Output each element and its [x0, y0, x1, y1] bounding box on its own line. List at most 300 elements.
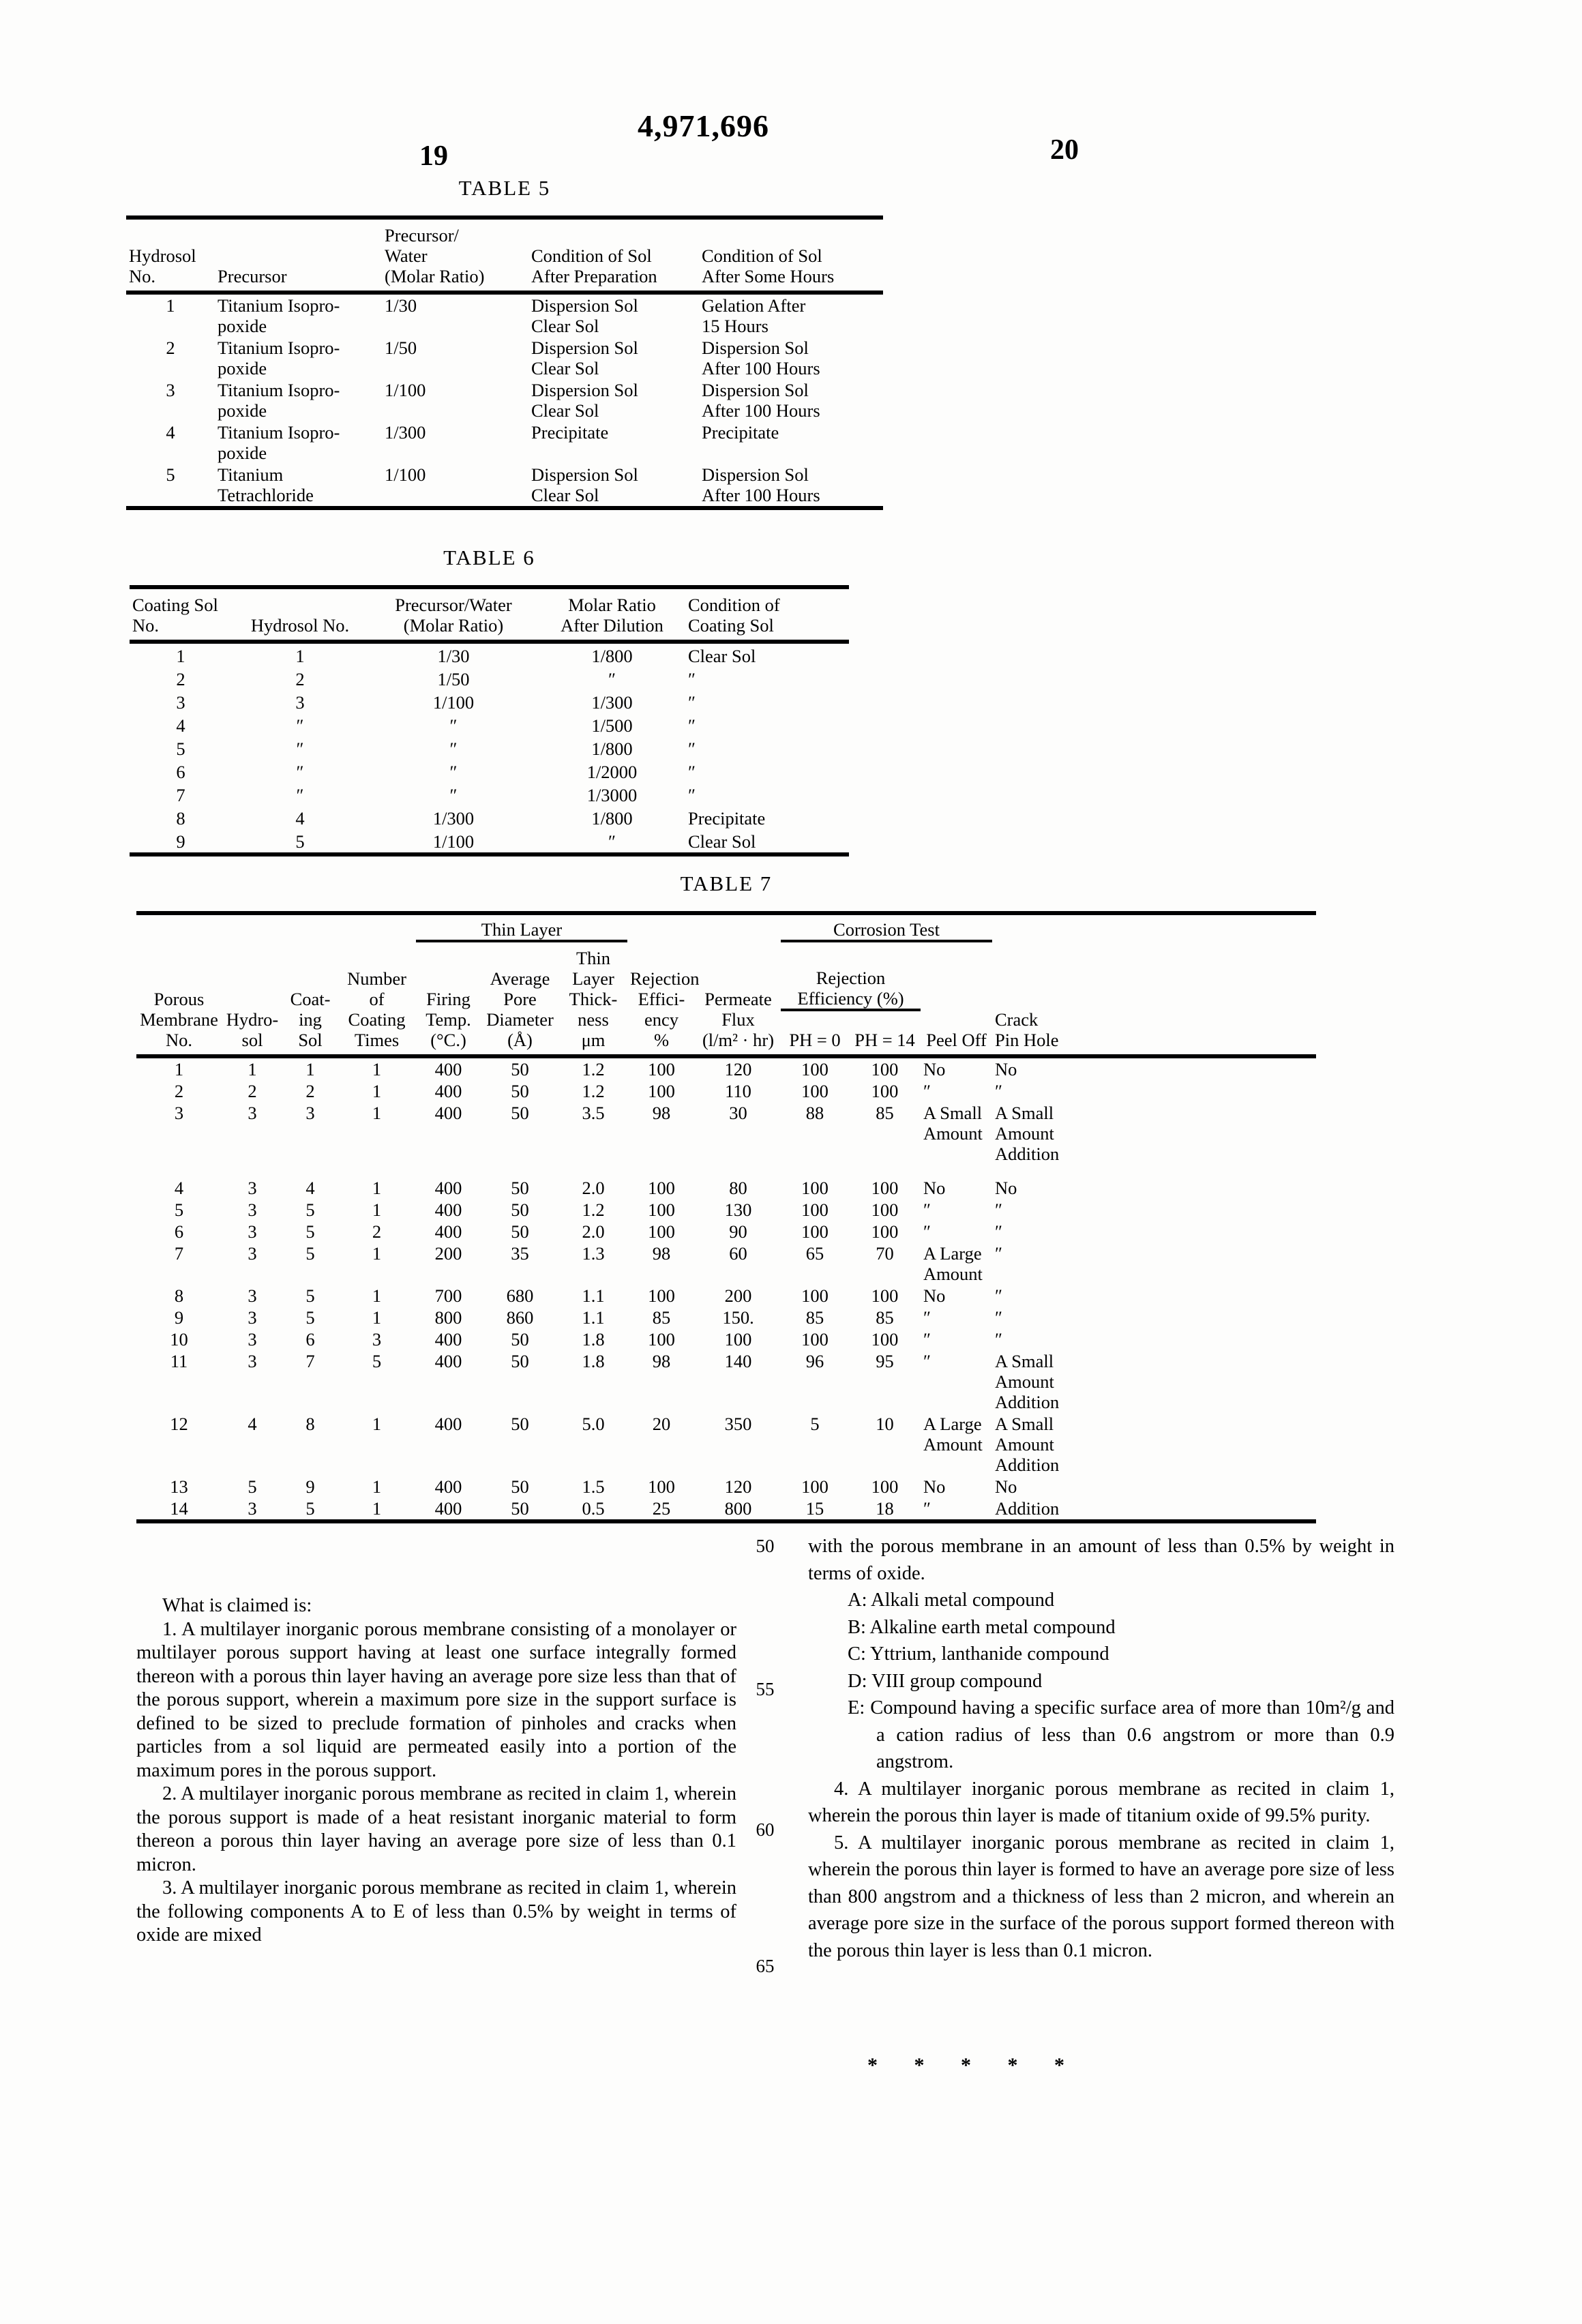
table-row: [130, 783, 849, 806]
table-cell: 1: [372, 1178, 382, 1198]
table-row: [130, 667, 849, 690]
table-row: [130, 760, 849, 783]
table-row: [136, 1199, 1316, 1221]
table-cell: 1: [372, 1476, 382, 1497]
table-cell: No: [923, 1059, 946, 1079]
column-header: Condition of Coating Sol: [685, 587, 849, 642]
table-cell: 1/800: [591, 646, 633, 666]
table-cell: 100: [648, 1329, 675, 1350]
table-cell: Dispersion Sol After 100 Hours: [702, 464, 820, 505]
table-cell: 3: [372, 1329, 382, 1350]
table-cell: 1: [248, 1059, 257, 1079]
table-cell: 60: [729, 1243, 747, 1264]
table-cell: Precipitate: [702, 422, 779, 443]
table-cell: 10: [170, 1329, 188, 1350]
table-cell: 100: [801, 1178, 829, 1198]
table-cell: 100: [871, 1476, 899, 1497]
table-cell: 1.5: [582, 1476, 605, 1497]
table-cell: 1: [166, 295, 175, 316]
table-cell: 1: [295, 646, 305, 666]
table7-section: [136, 872, 1316, 1523]
table-cell: 1: [372, 1200, 382, 1220]
table-cell: Dispersion Sol Clear Sol: [531, 338, 638, 378]
table-cell: 50: [511, 1103, 529, 1123]
table-row: [130, 690, 849, 713]
table-cell: 110: [725, 1081, 751, 1101]
table-cell: 4: [295, 808, 305, 829]
table-cell: Titanium Isopro- poxide: [218, 338, 340, 378]
table-row: [130, 736, 849, 760]
table-cell: 400: [434, 1081, 462, 1101]
table-cell: 100: [724, 1329, 752, 1350]
component-item-a: A: Alkali metal compound: [848, 1590, 1055, 1611]
component-item-b: B: Alkaline earth metal compound: [848, 1616, 1116, 1638]
table-cell: 50: [511, 1414, 529, 1434]
table-cell: 85: [805, 1307, 824, 1328]
table-cell: ″: [688, 669, 696, 689]
table-cell: 65: [805, 1243, 824, 1264]
table-cell: 400: [434, 1329, 462, 1350]
table-cell: 100: [648, 1081, 675, 1101]
column-header: Thin Layer Thick- ness μm: [559, 941, 627, 1056]
table-row: [136, 1285, 1316, 1307]
table-cell: 5: [295, 831, 305, 852]
table5-section: [126, 176, 883, 510]
table-cell: 3: [248, 1178, 257, 1198]
table-cell: Gelation After 15 Hours: [702, 295, 806, 336]
table-cell: No: [923, 1285, 946, 1306]
table-cell: Dispersion Sol Clear Sol: [531, 380, 638, 421]
table-cell: 88: [805, 1103, 824, 1123]
row-gap: [136, 1165, 1316, 1177]
table-row: [136, 1221, 1316, 1242]
table-cell: 50: [511, 1081, 529, 1101]
table-cell: 1: [372, 1307, 382, 1328]
table-cell: 5: [248, 1476, 257, 1497]
table6: [130, 585, 849, 856]
table-cell: ″: [296, 739, 304, 759]
table-cell: ″: [923, 1221, 931, 1242]
table-cell: 120: [724, 1476, 752, 1497]
column-header: Number of Coating Times: [338, 941, 416, 1056]
component-item-e: E: Compound having a specific surface area of more than 10m²/g and a cation radius of less than 0.6 angstrom or more than 0.9 angstrom.: [848, 1697, 1394, 1772]
table-row: [130, 713, 849, 736]
table-cell: 400: [434, 1059, 462, 1079]
table6-header: [130, 587, 849, 642]
component-item-d: D: VIII group compound: [848, 1670, 1043, 1692]
table-cell: ″: [688, 785, 696, 805]
table-cell: 98: [652, 1103, 671, 1123]
table-cell: 200: [434, 1243, 462, 1264]
table-row: [136, 1328, 1316, 1350]
table-cell: 800: [434, 1307, 462, 1328]
table-cell: 4: [176, 715, 185, 736]
claim-4: 4. A multilayer inorganic porous membrane as recited in claim 1, wherein the porous thin layer is made of titanium oxide of 99.5% purity.: [808, 1778, 1394, 1826]
filler-column: [1074, 941, 1316, 1056]
table-cell: 5: [174, 1200, 184, 1220]
table-row: [130, 829, 849, 854]
table-cell: 100: [648, 1178, 675, 1198]
column-header: Crack Pin Hole: [992, 941, 1074, 1056]
table-cell: Dispersion Sol Clear Sol: [531, 295, 638, 336]
table-cell: 1/50: [437, 669, 470, 689]
table-row: [126, 293, 883, 337]
table-cell: Dispersion Sol Clear Sol: [531, 464, 638, 505]
table-cell: 50: [511, 1059, 529, 1079]
column-header: Condition of Sol After Some Hours: [699, 218, 883, 293]
table-cell: 3.5: [582, 1103, 605, 1123]
table-cell: ″: [995, 1307, 1003, 1328]
claims-intro: What is claimed is:: [162, 1595, 312, 1616]
column-header: Average Pore Diameter (Å): [481, 941, 559, 1056]
table-row: [130, 806, 849, 829]
table-cell: 90: [729, 1221, 747, 1242]
table-cell: 1: [305, 1059, 315, 1079]
line-number-60: 60: [756, 1819, 775, 1840]
table-cell: Titanium Isopro- poxide: [218, 295, 340, 336]
table-cell: 50: [511, 1178, 529, 1198]
table-cell: 4: [174, 1178, 184, 1198]
table-cell: 96: [805, 1351, 824, 1371]
table-cell: ″: [608, 669, 616, 689]
table6-title: TABLE 6: [443, 546, 535, 569]
table-cell: A Small Amount: [923, 1103, 983, 1144]
table-cell: 860: [506, 1307, 534, 1328]
table-cell: 50: [511, 1221, 529, 1242]
patent-number: 4,971,696: [638, 108, 769, 143]
table-cell: 1: [372, 1081, 382, 1101]
table5-title: TABLE 5: [458, 176, 551, 200]
table-cell: 12: [170, 1414, 188, 1434]
table-cell: ″: [296, 762, 304, 782]
table-cell: 2: [176, 669, 185, 689]
table-cell: 1/100: [432, 831, 475, 852]
table-cell: 1/3000: [586, 785, 638, 805]
table-cell: ″: [688, 715, 696, 736]
table-row: [126, 421, 883, 464]
table-cell: No: [923, 1178, 946, 1198]
table-cell: A Large Amount: [923, 1414, 983, 1455]
table-cell: 3: [248, 1351, 257, 1371]
table-cell: 70: [876, 1243, 894, 1264]
table-cell: 4: [248, 1414, 257, 1434]
table-cell: ″: [923, 1307, 931, 1328]
table-cell: 50: [511, 1200, 529, 1220]
table-row: [136, 1056, 1316, 1080]
table-cell: 4: [166, 422, 175, 443]
table-cell: No: [995, 1476, 1017, 1497]
table-cell: 100: [648, 1476, 675, 1497]
table-cell: 150.: [722, 1307, 754, 1328]
table-cell: 1/50: [385, 338, 417, 358]
table5: [126, 215, 883, 510]
table-cell: 5: [305, 1498, 315, 1519]
table-cell: 35: [511, 1243, 529, 1264]
table-cell: 50: [511, 1476, 529, 1497]
table-cell: 3: [176, 692, 185, 713]
column-header: Hydrosol No.: [232, 587, 368, 642]
table-cell: 100: [871, 1200, 899, 1220]
table-cell: ″: [296, 715, 304, 736]
table-cell: 85: [652, 1307, 671, 1328]
column-header: Permeate Flux (l/m² · hr): [696, 941, 781, 1056]
table-cell: 1.1: [582, 1307, 605, 1328]
table-cell: 400: [434, 1103, 462, 1123]
table-cell: 1/300: [432, 808, 475, 829]
table-cell: 1: [372, 1103, 382, 1123]
table-row: [136, 1177, 1316, 1199]
table-cell: ″: [449, 785, 458, 805]
column-header: Condition of Sol After Preparation: [528, 218, 699, 293]
table-cell: 100: [871, 1081, 899, 1101]
table-row: [136, 1476, 1316, 1498]
table-cell: 1.8: [582, 1329, 605, 1350]
table-cell: 2: [295, 669, 305, 689]
left-column-number: 19: [419, 140, 448, 172]
table-cell: Precipitate: [531, 422, 609, 443]
table-cell: 2.0: [582, 1178, 605, 1198]
table-cell: 1/300: [385, 422, 426, 443]
table-cell: 7: [176, 785, 185, 805]
table-cell: 50: [511, 1351, 529, 1371]
table-cell: 100: [801, 1059, 829, 1079]
table-row: [136, 1242, 1316, 1285]
table-row: [136, 1080, 1316, 1102]
table-cell: 85: [876, 1103, 894, 1123]
table-cell: 1: [176, 646, 185, 666]
table-row: [130, 642, 849, 667]
table-cell: ″: [923, 1498, 931, 1519]
table-cell: 1: [372, 1285, 382, 1306]
table-cell: Titanium Isopro- poxide: [218, 422, 340, 463]
table-cell: 1: [372, 1243, 382, 1264]
table-cell: 1/300: [591, 692, 633, 713]
table-cell: 1.2: [582, 1059, 605, 1079]
table-cell: 1: [372, 1059, 382, 1079]
table-cell: 98: [652, 1351, 671, 1371]
table-cell: ″: [449, 715, 458, 736]
table-cell: 100: [801, 1200, 829, 1220]
table-cell: ″: [995, 1221, 1003, 1242]
table-cell: 1/30: [385, 295, 417, 316]
table-cell: 5: [305, 1200, 315, 1220]
table-cell: 5: [166, 464, 175, 485]
table-cell: ″: [688, 739, 696, 759]
claim-1: 1. A multilayer inorganic porous membrane consisting of a monolayer or multilayer porous support having at least one surface integrally formed thereon with a porous thin layer having an average pore size less than that of the porous support, wherein a maximum pore size in the support surface is defined to be sized to preclude formation of pinholes and cracks when particles from a sol liquid are permeated easily into a portion of the maximum pores in the porous support.: [136, 1618, 736, 1781]
table-cell: A Small Amount Addition: [995, 1414, 1060, 1475]
table-cell: 400: [434, 1476, 462, 1497]
table-cell: 4: [305, 1178, 315, 1198]
column-header: Coating Sol No.: [130, 587, 232, 642]
line-number-50: 50: [756, 1536, 775, 1556]
table-cell: ″: [995, 1285, 1003, 1306]
table-cell: 3: [248, 1285, 257, 1306]
table-cell: 1: [372, 1414, 382, 1434]
table-cell: 2: [166, 338, 175, 358]
table7-title: TABLE 7: [680, 872, 773, 895]
table-cell: 1.8: [582, 1351, 605, 1371]
column-header: Coat- ing Sol: [283, 941, 338, 1056]
table-cell: 200: [724, 1285, 752, 1306]
thin-layer-group-header: Thin Layer: [416, 913, 627, 941]
table-cell: No: [923, 1476, 946, 1497]
table-cell: 0.5: [582, 1498, 605, 1519]
table-cell: 15: [805, 1498, 824, 1519]
table-row: [126, 464, 883, 508]
table-cell: A Small Amount Addition: [995, 1351, 1060, 1412]
table-row: [136, 1102, 1316, 1165]
table-cell: 8: [174, 1285, 184, 1306]
table-cell: 100: [871, 1059, 899, 1079]
column-header: PH = 14: [849, 1010, 921, 1056]
table-cell: Precipitate: [688, 808, 766, 829]
table-cell: 1.2: [582, 1081, 605, 1101]
table-cell: 25: [652, 1498, 671, 1519]
claims-column-right: [808, 1533, 1394, 1964]
table-cell: ″: [296, 785, 304, 805]
table-cell: 1/100: [432, 692, 475, 713]
table-cell: 1/2000: [586, 762, 638, 782]
line-number-55: 55: [756, 1679, 775, 1699]
column-header: Molar Ratio After Dilution: [539, 587, 685, 642]
right-column-number: 20: [1050, 134, 1079, 166]
table-cell: 3: [248, 1307, 257, 1328]
table7-header: [136, 913, 1316, 1056]
column-header: Precursor/ Water (Molar Ratio): [382, 218, 528, 293]
table-cell: No: [995, 1178, 1017, 1198]
column-header: Hydrosol No.: [126, 218, 215, 293]
table-cell: 1.1: [582, 1285, 605, 1306]
table-cell: ″: [923, 1351, 931, 1371]
table7: [136, 911, 1316, 1523]
table-cell: No: [995, 1059, 1017, 1079]
table-row: [136, 1350, 1316, 1413]
table-cell: 400: [434, 1498, 462, 1519]
table-cell: 6: [305, 1329, 315, 1350]
table-cell: 6: [174, 1221, 184, 1242]
table-cell: 80: [729, 1178, 747, 1198]
table-cell: 18: [876, 1498, 894, 1519]
table-cell: 3: [248, 1243, 257, 1264]
table-cell: 100: [648, 1200, 675, 1220]
table-cell: 800: [724, 1498, 752, 1519]
claim-3-continuation: with the porous membrane in an amount of less than 0.5% by weight in terms of oxide.: [808, 1536, 1394, 1584]
table-cell: 400: [434, 1178, 462, 1198]
line-number-65: 65: [756, 1956, 775, 1976]
asterisks-separator: * * * * *: [867, 2054, 1064, 2076]
table-cell: ″: [688, 762, 696, 782]
table-cell: ″: [449, 739, 458, 759]
column-header: Peel Off: [921, 941, 992, 1056]
table-cell: 7: [174, 1243, 184, 1264]
table-row: [126, 379, 883, 421]
table-cell: ″: [995, 1243, 1003, 1264]
table-cell: 5: [305, 1221, 315, 1242]
table-cell: 1/800: [591, 739, 633, 759]
column-header: Hydro- sol: [222, 941, 283, 1056]
table-cell: 5: [810, 1414, 820, 1434]
table-cell: ″: [449, 762, 458, 782]
table6-section: [130, 546, 849, 856]
table-cell: 50: [511, 1329, 529, 1350]
component-item-c: C: Yttrium, lanthanide compound: [848, 1643, 1109, 1665]
table-cell: 3: [305, 1103, 315, 1123]
table-cell: 100: [648, 1059, 675, 1079]
claim-3: 3. A multilayer inorganic porous membrane as recited in claim 1, wherein the following components A to E of less than 0.5% by weight in terms of oxide are mixed: [136, 1877, 736, 1946]
table-cell: 400: [434, 1414, 462, 1434]
table-cell: 9: [305, 1476, 315, 1497]
table-cell: 1.2: [582, 1200, 605, 1220]
table-cell: 95: [876, 1351, 894, 1371]
claim-5: 5. A multilayer inorganic porous membrane as recited in claim 1, wherein the porous thin layer is formed to have an average pore size of less than 800 angstrom and a thickness of less than 2 micron, and wherein an average pore size in the surface of the porous support formed thereon with the porous thin layer is less than 0.1 micron.: [808, 1832, 1394, 1961]
table-cell: Titanium Isopro- poxide: [218, 380, 340, 421]
table-cell: 680: [506, 1285, 534, 1306]
table-cell: 5: [305, 1307, 315, 1328]
table-cell: 9: [176, 831, 185, 852]
table-cell: 3: [248, 1329, 257, 1350]
table-cell: 100: [648, 1221, 675, 1242]
table5-header: [126, 218, 883, 293]
table-cell: 3: [174, 1103, 184, 1123]
table-cell: 14: [170, 1498, 188, 1519]
table-cell: 100: [871, 1285, 899, 1306]
table-cell: 7: [305, 1351, 315, 1371]
table-cell: 1: [372, 1498, 382, 1519]
table-cell: 100: [801, 1221, 829, 1242]
table-row: [126, 337, 883, 379]
table-cell: 1/100: [385, 380, 426, 400]
table-cell: 120: [724, 1059, 752, 1079]
table-cell: Clear Sol: [688, 831, 756, 852]
table-cell: Clear Sol: [688, 646, 756, 666]
table-cell: 5: [305, 1285, 315, 1306]
table-cell: 50: [511, 1498, 529, 1519]
table-cell: 3: [248, 1200, 257, 1220]
table-cell: 100: [801, 1329, 829, 1350]
table-cell: ″: [608, 831, 616, 852]
table-cell: 30: [729, 1103, 747, 1123]
table-cell: 2: [372, 1221, 382, 1242]
table-row: [136, 1498, 1316, 1521]
column-header: Firing Temp. (°C.): [416, 941, 481, 1056]
table-cell: Dispersion Sol After 100 Hours: [702, 380, 820, 421]
table-cell: ″: [995, 1081, 1003, 1101]
table-cell: 5: [176, 739, 185, 759]
table-row: [136, 1413, 1316, 1476]
table-cell: 9: [174, 1307, 184, 1328]
table-cell: 13: [170, 1476, 188, 1497]
table-cell: 85: [876, 1307, 894, 1328]
table-cell: 1.3: [582, 1243, 605, 1264]
column-header: Precursor/Water (Molar Ratio): [368, 587, 539, 642]
table-cell: 98: [652, 1243, 671, 1264]
column-header: Porous Membrane No.: [136, 941, 222, 1056]
table-cell: ″: [923, 1081, 931, 1101]
table-cell: ″: [688, 692, 696, 713]
table-cell: 700: [434, 1285, 462, 1306]
table-cell: 100: [801, 1476, 829, 1497]
table-cell: 3: [248, 1498, 257, 1519]
table-cell: 1/500: [591, 715, 633, 736]
table-cell: 100: [801, 1285, 829, 1306]
table-cell: 20: [652, 1414, 671, 1434]
table-cell: 100: [648, 1285, 675, 1306]
table-cell: 2: [305, 1081, 315, 1101]
table-cell: 400: [434, 1200, 462, 1220]
table-cell: 2.0: [582, 1221, 605, 1242]
table-cell: A Large Amount: [923, 1243, 983, 1284]
table-cell: 5: [372, 1351, 382, 1371]
